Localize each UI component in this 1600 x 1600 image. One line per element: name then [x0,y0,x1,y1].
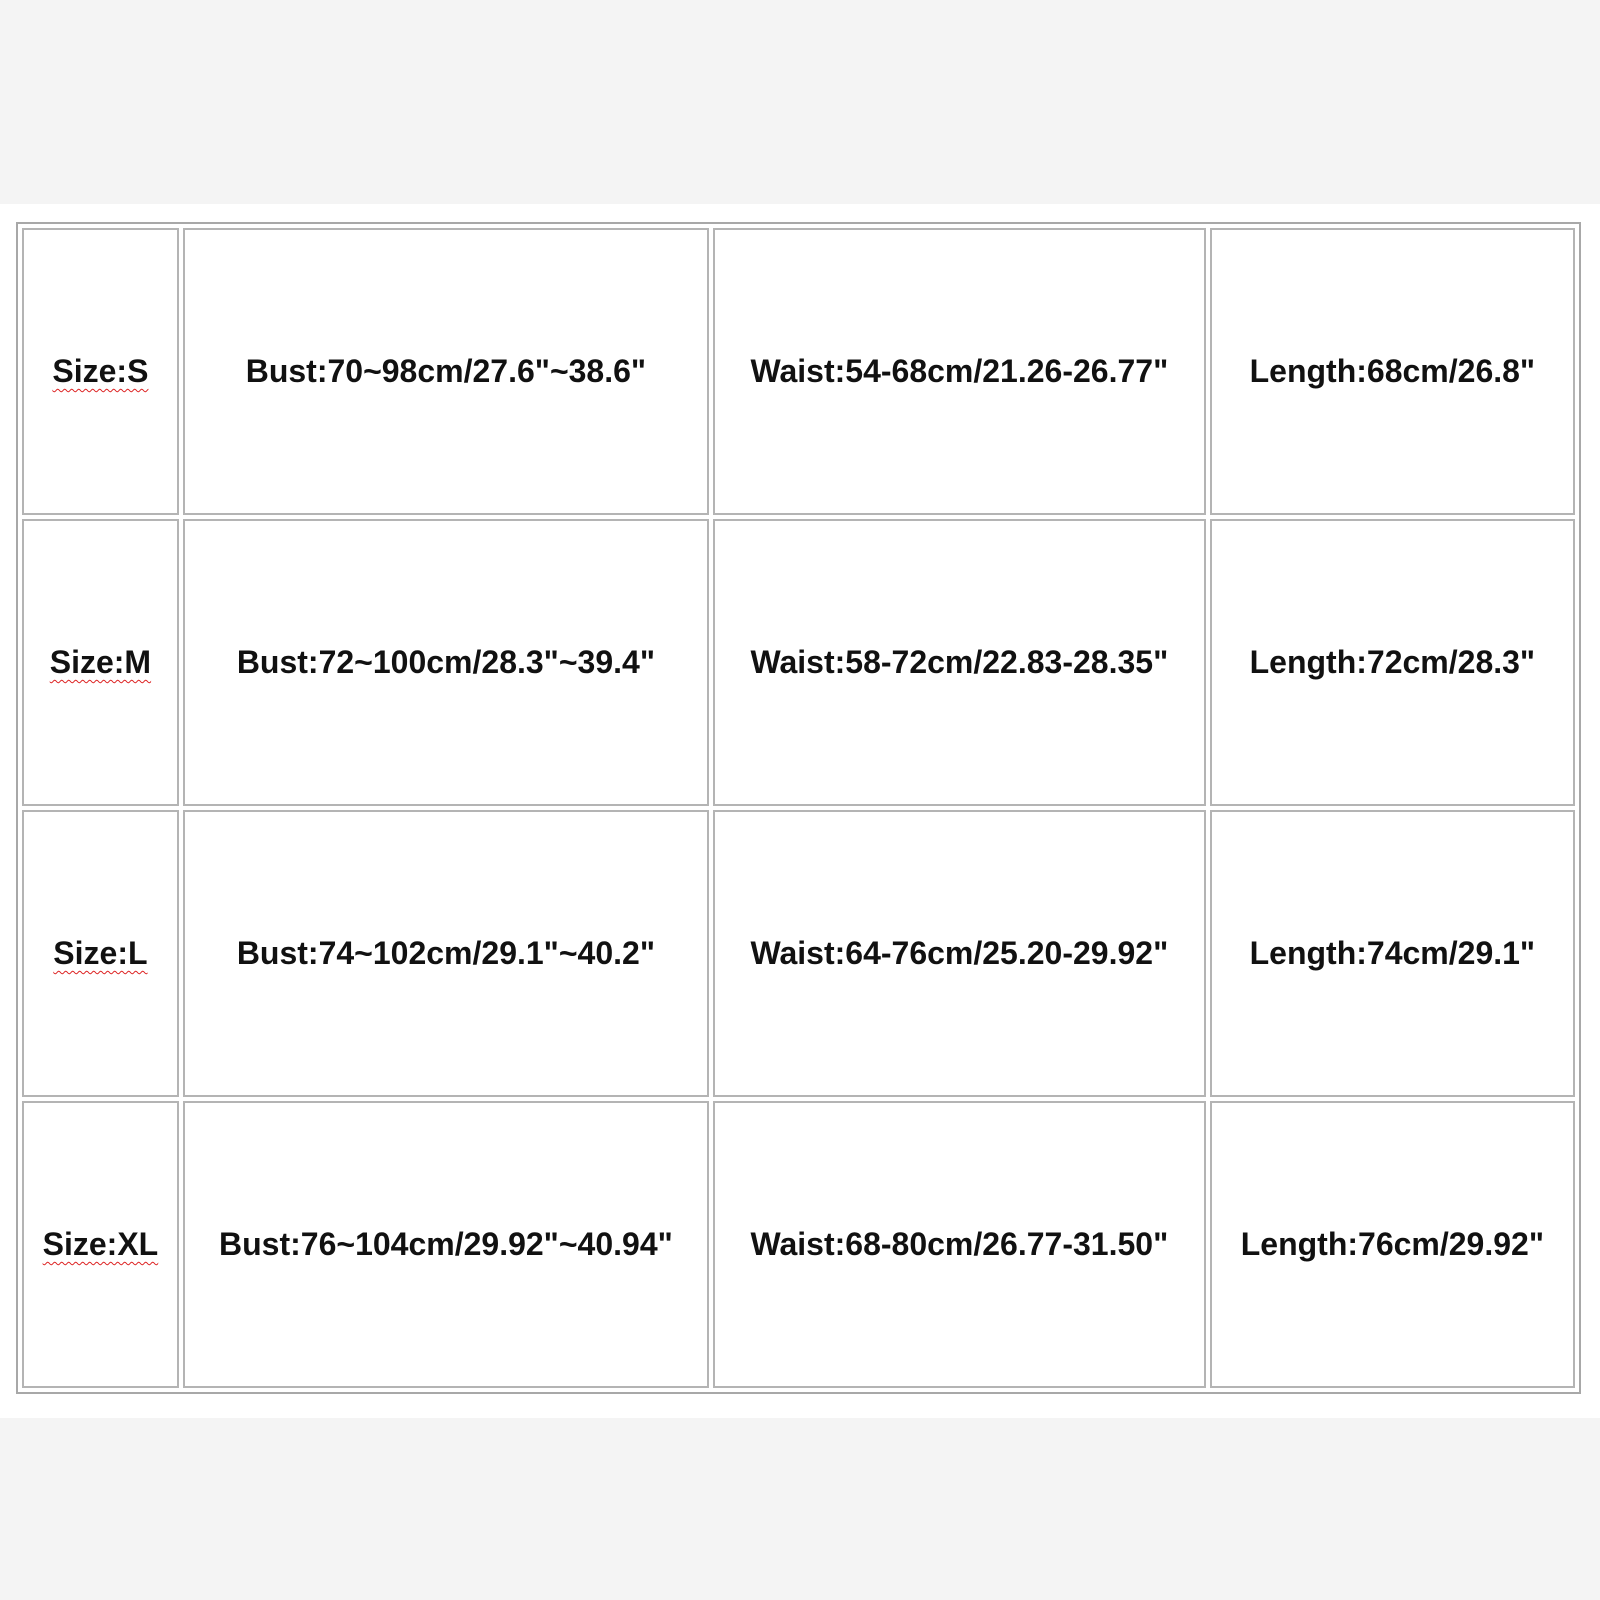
size-label: Size:XL [42,1226,159,1262]
length-cell: Length:68cm/26.8" [1210,228,1575,515]
bust-cell: Bust:70~98cm/27.6"~38.6" [183,228,709,515]
length-cell: Length:76cm/29.92" [1210,1101,1575,1388]
table-row [22,810,1575,1097]
size-cell [22,228,179,515]
length-cell: Length:72cm/28.3" [1210,519,1575,806]
size-cell [22,1101,179,1388]
size-label: Size:L [53,935,148,971]
size-cell [22,519,179,806]
size-label: Size:S [52,353,149,389]
waist-cell: Waist:64-76cm/25.20-29.92" [713,810,1206,1097]
table-row [22,228,1575,515]
bust-cell: Bust:72~100cm/28.3"~39.4" [183,519,709,806]
table-row [22,519,1575,806]
size-chart-table [16,222,1581,1394]
size-label: Size:M [49,644,152,680]
length-cell: Length:74cm/29.1" [1210,810,1575,1097]
waist-cell: Waist:58-72cm/22.83-28.35" [713,519,1206,806]
bust-cell: Bust:76~104cm/29.92"~40.94" [183,1101,709,1388]
waist-cell: Waist:68-80cm/26.77-31.50" [713,1101,1206,1388]
table-row [22,1101,1575,1388]
bust-cell: Bust:74~102cm/29.1"~40.2" [183,810,709,1097]
waist-cell: Waist:54-68cm/21.26-26.77" [713,228,1206,515]
size-cell [22,810,179,1097]
